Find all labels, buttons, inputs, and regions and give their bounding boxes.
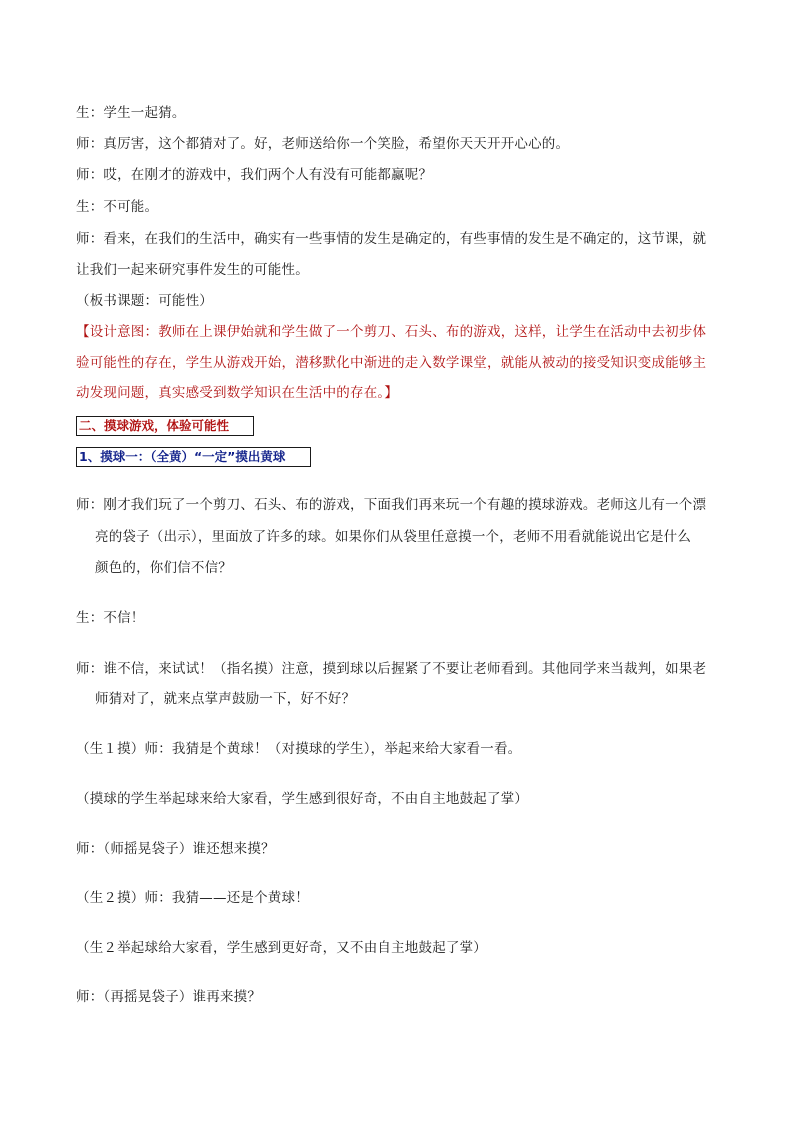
section-heading: 二、摸球游戏，体验可能性 xyxy=(76,416,254,436)
board-note: （板书课题：可能性） xyxy=(76,293,213,309)
design-intent-line: 验可能性的存在，学生从游戏开始，潜移默化中渐进的走入数学课堂，就能从被动的接受知识变成能够主 xyxy=(76,355,707,371)
dialogue-line: （生２摸）师：我猜——还是个黄球！ xyxy=(76,890,309,906)
dialogue-line: 师：哎，在刚才的游戏中，我们两个人有没有可能都赢呢？ xyxy=(76,167,433,183)
dialogue-line: 师：（再摇晃袋子）谁再来摸？ xyxy=(76,989,262,1005)
dialogue-line: （生１摸）师：我猜是个黄球！（对摸球的学生），举起来给大家看一看。 xyxy=(76,741,522,757)
dialogue-line: 亮的袋子（出示），里面放了许多的球。如果你们从袋里任意摸一个，老师不用看就能说出它是什么 xyxy=(95,529,692,545)
dialogue-line: 生：不可能。 xyxy=(76,199,159,215)
dialogue-line: 师：看来，在我们的生活中，确实有一些事情的发生是确定的，有些事情的发生是不确定的，这节课，就 xyxy=(76,231,707,247)
design-intent-line: 【设计意图：教师在上课伊始就和学生做了一个剪刀、石头、布的游戏，这样，让学生在活动中去初步体 xyxy=(76,324,707,340)
dialogue-line: 师：谁不信，来试试！（指名摸）注意，摸到球以后握紧了不要让老师看到。其他同学来当裁判，如果老 xyxy=(76,661,707,677)
dialogue-line: （生２举起球给大家看，学生感到更好奇，又不由自主地鼓起了掌） xyxy=(76,940,487,956)
dialogue-line: （摸球的学生举起球来给大家看，学生感到很好奇，不由自主地鼓起了掌） xyxy=(76,791,529,807)
dialogue-line: 颜色的，你们信不信？ xyxy=(95,560,232,576)
dialogue-line: 让我们一起来研究事件发生的可能性。 xyxy=(76,262,309,278)
dialogue-line: 师：刚才我们玩了一个剪刀、石头、布的游戏，下面我们再来玩一个有趣的摸球游戏。老师这儿有一个漂 xyxy=(76,497,707,513)
sub-heading: 1、摸球一：（全黄）“一定”摸出黄球 xyxy=(76,447,311,467)
design-intent-line: 动发现问题，真实感受到数学知识在生活中的存在。】 xyxy=(76,385,399,401)
dialogue-line: 师：真厉害，这个都猜对了。好，老师送给你一个笑脸，希望你天天开开心心的。 xyxy=(76,136,570,152)
dialogue-line: 生：不信！ xyxy=(76,610,145,626)
dialogue-line: 师猜对了，就来点掌声鼓励一下，好不好？ xyxy=(95,691,356,707)
dialogue-line: 生：学生一起猜。 xyxy=(76,105,186,121)
dialogue-line: 师：（师摇晃袋子）谁还想来摸？ xyxy=(76,841,275,857)
